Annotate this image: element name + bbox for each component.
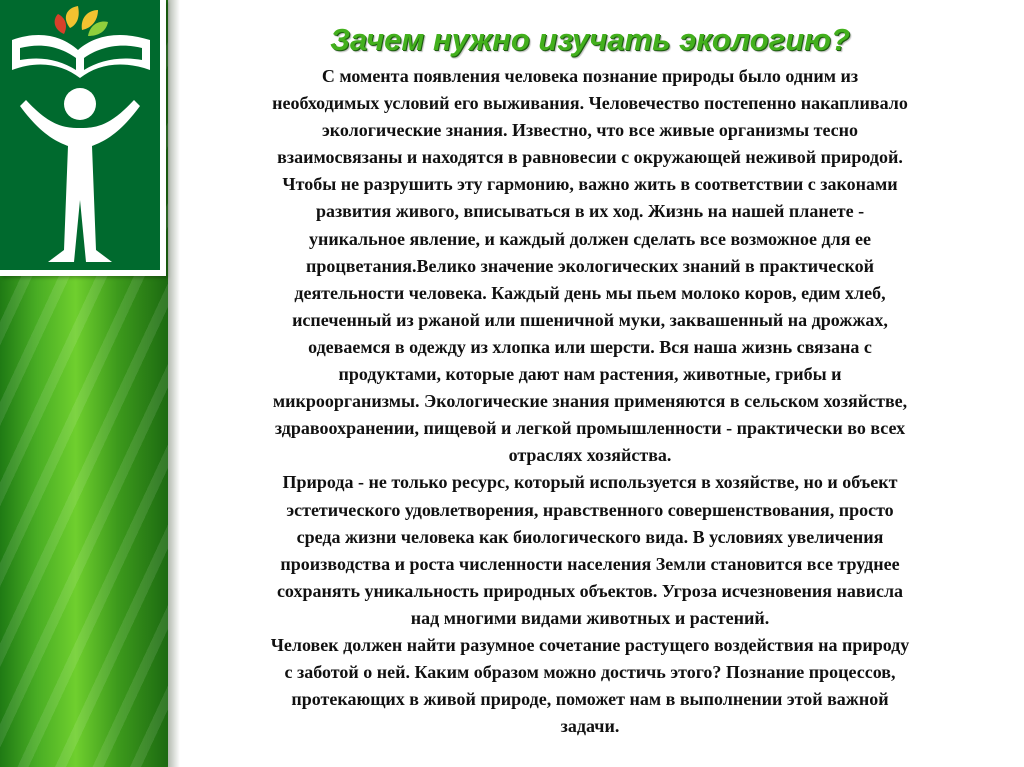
slide-body-text — [176, 63, 1004, 740]
body-text-line: сохранять уникальность природных объектов. Угроза исчезновения нависла — [276, 580, 904, 601]
body-text-line: среда жизни человека как биологического вида. В условиях увеличения — [296, 526, 884, 547]
body-text-line: протекающих в живой природе, поможет нам в выполнении этой важной — [291, 689, 889, 710]
body-text-line: продуктами, которые дают нам растения, животные, грибы и — [338, 364, 842, 385]
body-text-line: эстетического удовлетворения, нравственного совершенствования, просто — [286, 499, 894, 520]
body-text-line: Природа - не только ресурс, который используется в хозяйстве, но и объект — [282, 472, 898, 493]
body-text-line: экологические знания. Известно, что все живые организмы тесно — [321, 120, 859, 141]
body-text-line: С момента появления человека познание природы было одним из — [321, 66, 859, 86]
body-text-line: взаимосвязаны и находятся в равновесии с окружающей неживой природой. — [277, 147, 903, 168]
body-text-line: над многими видами животных и растений. — [410, 607, 770, 628]
body-text-line: задачи. — [560, 716, 620, 737]
body-text-line: здравоохранении, пищевой и легкой промышленности - практически во всех — [274, 418, 906, 439]
body-text-line: уникальное явление, и каждый должен сделать все возможное для ее — [309, 228, 871, 249]
body-text-line: необходимых условий его выживания. Человечество постепенно накапливало — [272, 93, 908, 114]
body-text-line: микроорганизмы. Экологические знания применяются в сельском хозяйстве, — [272, 391, 908, 412]
body-text-line: одеваемся в одежду из хлопка или шерсти. Вся наша жизнь связана с — [308, 336, 872, 357]
body-text-line: процветания.Велико значение экологических знаний в практической — [305, 255, 875, 276]
body-text-line: Человек должен найти разумное сочетание растущего воздействия на природу — [270, 634, 910, 655]
body-text-line: развития живого, вписываться в их ход. Жизнь на нашей планете - — [315, 201, 865, 222]
body-text-line: производства и роста численности населения Земли становится все труднее — [280, 553, 900, 574]
body-text-line: отраслях хозяйства. — [508, 445, 672, 466]
body-text-line: с заботой о ней. Каким образом можно достичь этого? Познание процессов, — [284, 662, 896, 683]
body-text-line: Чтобы не разрушить эту гармонию, важно жить в соответствии с законами — [282, 174, 898, 195]
slide-title: Зачем нужно изучать экологию? — [330, 22, 850, 57]
body-text-line: деятельности человека. Каждый день мы пьем молоко коров, едим хлеб, — [294, 282, 886, 303]
ecology-emblem-icon — [0, 0, 160, 270]
body-text-line: испеченный из ржаной или пшеничной муки, заквашенный на дрожжах, — [292, 309, 888, 330]
logo-box — [0, 0, 166, 276]
